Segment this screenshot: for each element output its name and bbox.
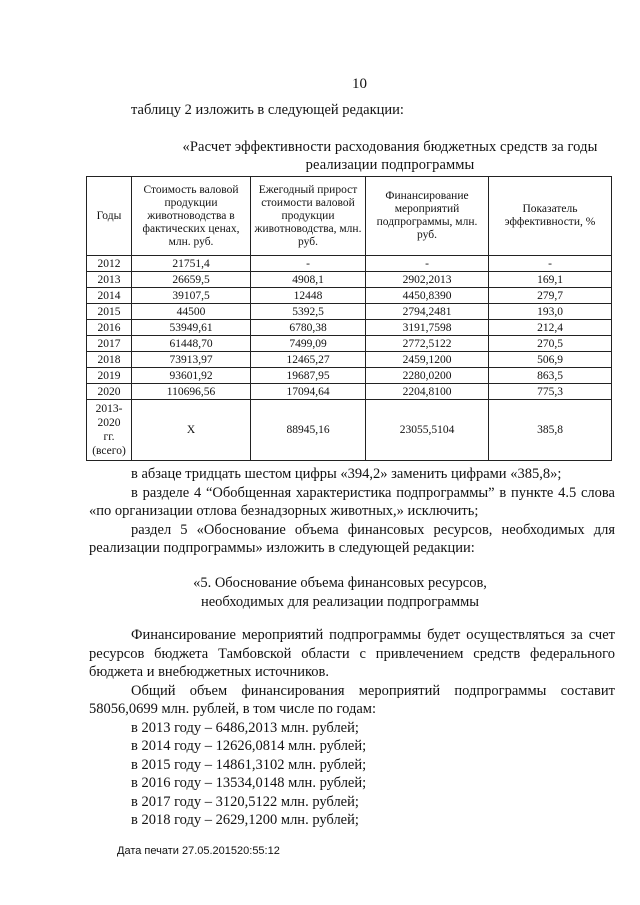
cell-efficiency: 279,7 [489, 288, 612, 304]
header-efficiency: Показатель эффективности, % [489, 177, 612, 256]
header-gross-output-cost: Стоимость валовой продукции животноводства в фактических ценах, млн. руб. [132, 177, 251, 256]
table-row [87, 336, 612, 352]
table-row [87, 256, 612, 272]
cell-gain: - [251, 256, 366, 272]
section-heading-line-1: «5. Обоснование объема финансовых ресурсов, [193, 575, 487, 591]
cell-gain: 5392,5 [251, 304, 366, 320]
list-item: в 2016 году – 13534,0148 млн. рублей; [131, 775, 367, 791]
cell-cost: 93601,92 [132, 368, 251, 384]
cell-cost: 21751,4 [132, 256, 251, 272]
cell-year: 2018 [87, 352, 132, 368]
cell-gain: 12448 [251, 288, 366, 304]
cell-financing: 4450,8390 [366, 288, 489, 304]
cell-year: 2016 [87, 320, 132, 336]
year-total-line: гг. [103, 431, 115, 443]
cell-efficiency-total: 385,8 [489, 400, 612, 461]
cell-gain: 19687,95 [251, 368, 366, 384]
body-paragraph: Финансирование мероприятий подпрограммы будет осуществляться за счет ресурсов бюджета Тамбовской области с привлечением средств федерального бюджета и внебюджетных источников. [89, 627, 615, 680]
table-title [150, 138, 630, 174]
table-total-row [87, 400, 612, 461]
efficiency-table [86, 176, 612, 461]
cell-financing: 2459,1200 [366, 352, 489, 368]
cell-cost: 61448,70 [132, 336, 251, 352]
cell-financing: 3191,7598 [366, 320, 489, 336]
cell-cost: 73913,97 [132, 352, 251, 368]
list-item: в 2017 году – 3120,5122 млн. рублей; [131, 793, 359, 810]
cell-cost: 44500 [132, 304, 251, 320]
table-header-row [87, 177, 612, 256]
list-item: в 2015 году – 14861,3102 млн. рублей; [131, 756, 367, 773]
table-row [87, 288, 612, 304]
cell-cost: 26659,5 [132, 272, 251, 288]
amendment-paragraph: в разделе 4 “Обобщенная характеристика подпрограммы” в пункте 4.5 слова «по организации отлова безнадзорных животных,» исключить; [89, 484, 615, 519]
header-years: Годы [87, 177, 132, 256]
section-heading-line-2: необходимых для реализации подпрограммы [200, 594, 480, 610]
cell-financing: 2204,8100 [366, 384, 489, 400]
cell-gain-total: 88945,16 [251, 400, 366, 461]
table-row [87, 384, 612, 400]
cell-year: 2013 [87, 272, 132, 288]
cell-gain: 17094,64 [251, 384, 366, 400]
page-number: 10 [352, 76, 367, 92]
cell-cost-total: Х [132, 400, 251, 461]
print-date-footer: Дата печати 27.05.201520:55:12 [117, 845, 280, 857]
body-paragraph: Общий объем финансирования мероприятий подпрограммы составит 58056,0699 млн. рублей, в том числе по годам: [89, 682, 615, 717]
cell-efficiency: 169,1 [489, 272, 612, 288]
section-body [89, 626, 615, 830]
cell-efficiency: 270,5 [489, 336, 612, 352]
cell-financing-total: 23055,5104 [366, 400, 489, 461]
cell-year: 2015 [87, 304, 132, 320]
cell-gain: 4908,1 [251, 272, 366, 288]
cell-efficiency: 212,4 [489, 320, 612, 336]
list-item: в 2018 году – 2629,1200 млн. рублей; [131, 812, 359, 828]
cell-efficiency: 863,5 [489, 368, 612, 384]
cell-gain: 7499,09 [251, 336, 366, 352]
cell-financing: 2772,5122 [366, 336, 489, 352]
table-row [87, 304, 612, 320]
list-item: в 2014 году – 12626,0814 млн. рублей; [131, 738, 367, 754]
cell-gain: 12465,27 [251, 352, 366, 368]
cell-year: 2019 [87, 368, 132, 384]
cell-financing: 2794,2481 [366, 304, 489, 320]
year-total-line: 2020 [97, 417, 121, 429]
table-row [87, 352, 612, 368]
year-total-line: 2013- [95, 403, 123, 415]
cell-efficiency: 775,3 [489, 384, 612, 400]
cell-financing: 2280,0200 [366, 368, 489, 384]
cell-gain: 6780,38 [251, 320, 366, 336]
table-title-line-2: реализации подпрограммы [305, 157, 475, 173]
cell-financing: - [366, 256, 489, 272]
cell-year: 2020 [87, 384, 132, 400]
intro-line: таблицу 2 изложить в следующей редакции: [131, 102, 404, 118]
cell-efficiency: - [489, 256, 612, 272]
cell-cost: 39107,5 [132, 288, 251, 304]
table-row [87, 272, 612, 288]
header-financing: Финансирование мероприятий подпрограммы, млн. руб. [366, 177, 489, 256]
header-annual-increase: Ежегодный прирост стоимости валовой продукции животноводства, млн. руб. [251, 177, 366, 256]
cell-efficiency: 506,9 [489, 352, 612, 368]
cell-year: 2014 [87, 288, 132, 304]
amendment-paragraph: раздел 5 «Обоснование объема финансовых ресурсов, необходимых для реализации подпрограммы» изложить в следующей редакции: [89, 521, 615, 556]
cell-financing: 2902,2013 [366, 272, 489, 288]
cell-efficiency: 193,0 [489, 304, 612, 320]
table-title-line-1: «Расчет эффективности расходования бюджетных средств за годы [182, 139, 598, 155]
list-item: в 2013 году – 6486,2013 млн. рублей; [131, 719, 359, 736]
cell-year: 2012 [87, 256, 132, 272]
cell-cost: 53949,61 [132, 320, 251, 336]
section-heading [100, 574, 580, 612]
year-total-line: (всего) [92, 445, 126, 457]
table-row [87, 368, 612, 384]
table-row [87, 320, 612, 336]
cell-cost: 110696,56 [132, 384, 251, 400]
cell-year: 2017 [87, 336, 132, 352]
cell-year-total [87, 400, 132, 461]
amendment-paragraph: в абзаце тридцать шестом цифры «394,2» заменить цифрами «385,8»; [131, 466, 562, 482]
amendments-block [89, 465, 615, 558]
